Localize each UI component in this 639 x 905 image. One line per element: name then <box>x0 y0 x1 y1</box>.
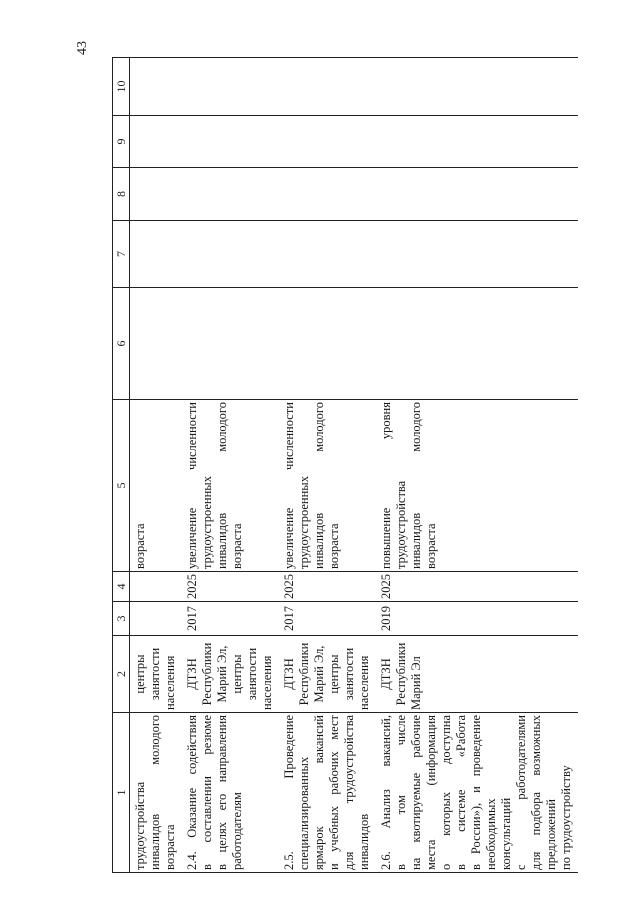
column-number-row <box>113 58 130 873</box>
end-year-cell: 2025 <box>279 572 376 602</box>
expected-result-cell-line: возраста <box>327 523 341 569</box>
executor-cell-line: центры <box>230 654 244 694</box>
executor-cell-line: населения <box>357 655 371 710</box>
measure-name-cell-line: 2.4. Оказание содействия <box>185 715 199 870</box>
measure-name-cell-line: на квотируемые рабочие <box>409 715 423 870</box>
column-number-5: 5 <box>113 400 130 572</box>
expected-result-cell-line: инвалидов молодого <box>409 402 423 569</box>
column-number-4: 4 <box>113 572 130 602</box>
table-row <box>376 58 578 873</box>
expected-result-cell-line: трудоустроенных <box>297 476 311 569</box>
measure-name-cell-line: необходимых <box>484 798 498 870</box>
measure-name-cell-line: в России»), и проведение <box>469 715 483 870</box>
expected-result-cell <box>376 400 578 572</box>
measure-name-cell-line: 2.6. Анализ вакансий, <box>379 715 393 870</box>
expected-result-cell <box>279 400 376 572</box>
measure-name-cell-line: работодателям <box>230 792 244 870</box>
measure-name-cell-line: предложений <box>544 799 558 870</box>
executor-cell <box>279 636 376 713</box>
expected-result-cell <box>182 400 279 572</box>
measure-name-cell-line: по трудоустройству <box>559 765 573 870</box>
table-row <box>279 58 376 873</box>
measure-name-cell <box>376 713 578 873</box>
measure-name-cell-line: возраста <box>163 824 177 870</box>
measure-name-cell-line: и учебных рабочих мест <box>327 715 341 870</box>
executor-cell-line: Республики <box>200 642 214 706</box>
expected-result-cell-line: увеличение численности <box>282 402 296 569</box>
executor-cell <box>130 636 183 713</box>
start-year-cell <box>130 602 183 636</box>
column-6-cell <box>279 288 376 400</box>
executor-cell-line: ДТЗН <box>379 658 393 690</box>
measure-name-cell-line: трудоустройства <box>133 781 147 870</box>
expected-result-cell <box>130 400 183 572</box>
column-number-1: 1 <box>113 713 130 873</box>
executor-cell <box>182 636 279 713</box>
column-9-cell <box>182 116 279 168</box>
column-9-cell <box>376 116 578 168</box>
executor-cell-line: ДТЗН <box>282 658 296 690</box>
measure-name-cell-line: для подбора возможных <box>529 715 543 870</box>
column-number-8: 8 <box>113 168 130 221</box>
column-8-cell <box>279 168 376 221</box>
executor-cell-line: центры <box>133 654 147 694</box>
executor-cell-line: ДТЗН <box>185 658 199 690</box>
table-body <box>130 58 579 873</box>
executor-cell-line: Республики <box>394 642 408 706</box>
executor-cell-line: Марий Эл <box>409 656 423 710</box>
column-number-10: 10 <box>113 58 130 116</box>
column-9-cell <box>130 116 183 168</box>
executor-cell <box>376 636 578 713</box>
expected-result-cell-line: увеличение численности <box>185 402 199 569</box>
expected-result-cell-line: трудоустроенных <box>200 476 214 569</box>
measure-name-cell-line: для трудоустройства <box>342 715 356 870</box>
column-7-cell <box>130 221 183 288</box>
expected-result-cell-line: инвалидов молодого <box>312 402 326 569</box>
measure-name-cell-line: в том числе <box>394 715 408 870</box>
executor-cell-line: Марий Эл, <box>215 645 229 703</box>
page-number: 43 <box>75 41 90 55</box>
start-year-cell: 2017 <box>279 602 376 636</box>
measure-name-cell-line: консультаций <box>499 797 513 870</box>
measures-table <box>112 57 578 873</box>
column-7-cell <box>279 221 376 288</box>
table-row <box>182 58 279 873</box>
column-8-cell <box>182 168 279 221</box>
column-10-cell <box>182 58 279 116</box>
expected-result-cell-line: возраста <box>230 523 244 569</box>
executor-cell-line: Республики <box>297 642 311 706</box>
column-7-cell <box>376 221 578 288</box>
start-year-cell: 2017 <box>182 602 279 636</box>
expected-result-cell-line: возраста <box>133 523 147 569</box>
measure-name-cell-line: инвалидов молодого <box>148 715 162 870</box>
column-number-7: 7 <box>113 221 130 288</box>
column-6-cell <box>130 288 183 400</box>
column-10-cell <box>376 58 578 116</box>
start-year-cell: 2019 <box>376 602 578 636</box>
executor-cell-line: центры <box>327 654 341 694</box>
measure-name-cell-line: ярмарок вакансий <box>312 715 326 870</box>
column-number-9: 9 <box>113 116 130 168</box>
column-6-cell <box>182 288 279 400</box>
measure-name-cell-line: специализированных <box>297 756 311 870</box>
executor-cell-line: населения <box>260 655 274 710</box>
column-9-cell <box>279 116 376 168</box>
executor-cell-line: населения <box>163 655 177 710</box>
expected-result-cell-line: инвалидов молодого <box>215 402 229 569</box>
end-year-cell <box>130 572 183 602</box>
measure-name-cell-line: 2.5. Проведение <box>282 715 296 870</box>
table-row <box>130 58 183 873</box>
column-8-cell <box>376 168 578 221</box>
expected-result-cell-line: возраста <box>424 523 438 569</box>
column-8-cell <box>130 168 183 221</box>
column-number-3: 3 <box>113 602 130 636</box>
expected-result-cell-line: повышение уровня <box>379 402 393 569</box>
measure-name-cell-line: инвалидов <box>357 813 371 870</box>
measure-name-cell-line: места (информация <box>424 715 438 870</box>
end-year-cell: 2025 <box>182 572 279 602</box>
measure-name-cell-line: о которых доступна <box>439 715 453 870</box>
column-10-cell <box>279 58 376 116</box>
measure-name-cell-line: с работодателями <box>514 715 528 870</box>
executor-cell-line: занятости <box>342 647 356 701</box>
expected-result-cell-line: трудоустройства <box>394 480 408 569</box>
measure-name-cell <box>279 713 376 873</box>
column-number-2: 2 <box>113 636 130 713</box>
executor-cell-line: Марий Эл, <box>312 645 326 703</box>
executor-cell-line: занятости <box>245 647 259 701</box>
end-year-cell: 2025 <box>376 572 578 602</box>
measure-name-cell-line: в целях его направления <box>215 715 229 870</box>
executor-cell-line: занятости <box>148 647 162 701</box>
measure-name-cell <box>182 713 279 873</box>
column-number-6: 6 <box>113 288 130 400</box>
column-10-cell <box>130 58 183 116</box>
measure-name-cell <box>130 713 183 873</box>
measure-name-cell-line: в составлении резюме <box>200 715 214 870</box>
column-7-cell <box>182 221 279 288</box>
column-6-cell <box>376 288 578 400</box>
measure-name-cell-line: в системе «Работа <box>454 715 468 870</box>
